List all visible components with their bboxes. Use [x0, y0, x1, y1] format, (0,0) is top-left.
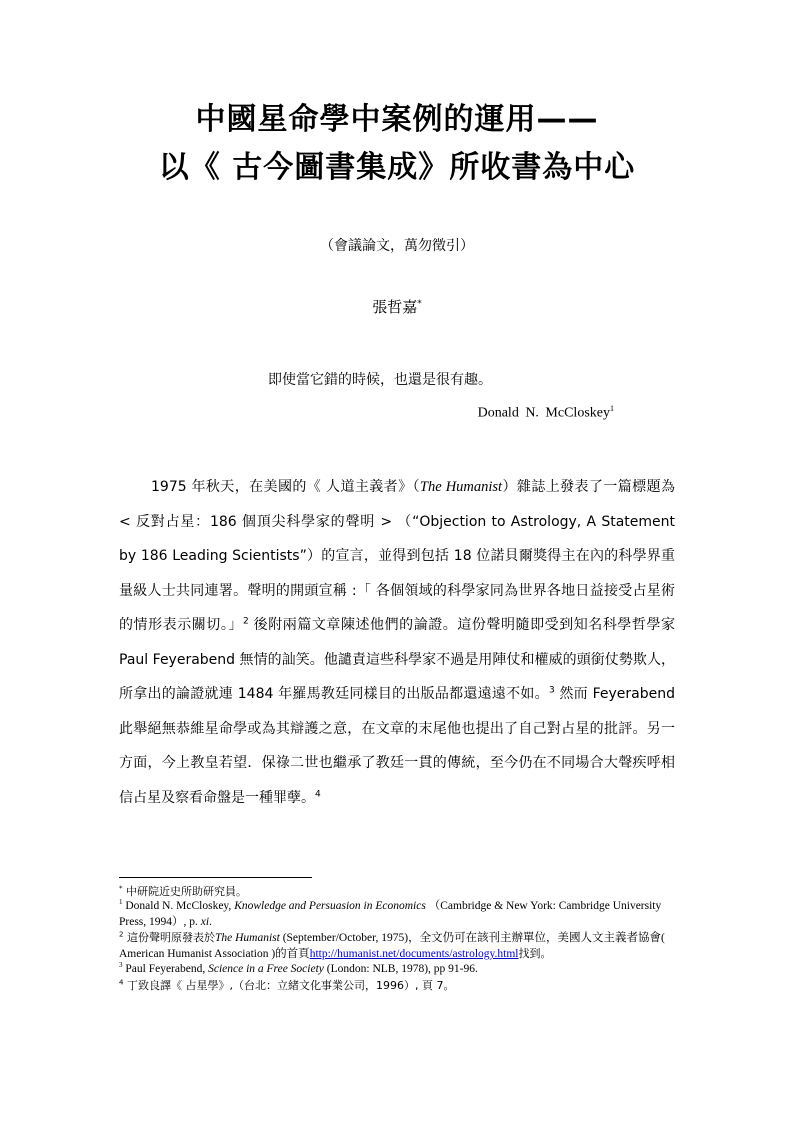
footnote-text: (London: NLB, 1978), pp 91-96. — [323, 963, 478, 976]
footnote-ref-1: 1 — [610, 404, 614, 413]
paper-title-line-1: 中國星命學中案例的運用—— — [195, 102, 599, 137]
footnote-mark: 1 — [119, 898, 123, 907]
footnote-text: 丁致良譯《 占星學》,（台北：立緒文化事業公司，1996）, 頁 7。 — [123, 978, 455, 992]
footnote-ref-2: 2 — [242, 616, 249, 627]
footnotes — [119, 884, 675, 993]
footnote-text: 這份聲明原發表於 — [123, 930, 215, 944]
journal-title: The Humanist — [419, 479, 503, 495]
body-paragraph — [119, 470, 675, 815]
footnote-text: 中研院近史所助研究員。 — [122, 885, 247, 898]
paragraph-text: ）雜誌上發表了一篇標題為 < 反對占星：186 個頂尖科學家的聲明 > （“Objection to Astrology, A Statement by 186 Leading Scientists”）的宣言，並得到包括 18 位諾貝爾獎得主在內的科學界重量級人士共同連署。聲明的開頭宣稱 :「 各個領域的科學家同為世界各地日益接受占星術的情形表示關切。」 — [119, 479, 676, 633]
footnote-text: (September/October, 1975)，全文仍可在該刊主辦單位，美國人文主義者協會( American Humanist Association )的首頁 — [119, 931, 665, 961]
footnote-text: Paul Feyerabend, — [122, 963, 209, 976]
epigraph-author: Donald N. McCloskey — [477, 405, 610, 421]
footnote-3 — [119, 962, 675, 977]
footnote-text: Donald N. McCloskey, — [122, 900, 235, 913]
body-text — [119, 470, 675, 815]
page-ref: xi — [200, 915, 210, 928]
author-footnote-mark: * — [417, 299, 422, 309]
footnote-mark: * — [119, 884, 123, 893]
paper-subtitle: （會議論文，萬勿徵引） — [320, 238, 474, 254]
paragraph-text: 後附兩篇文章陳述他們的論證。這份聲明隨即受到知名科學哲學家 Paul Feyerabend 無情的訕笑。他譴責這些科學家不過是用陣仗和權威的頭銜仗勢欺人，所拿出的論證就連 1484 年羅馬教廷同樣目的出版品都還遠遠不如。 — [119, 617, 676, 702]
paragraph-text: 1975 年秋天，在美國的《 人道主義者》（ — [151, 479, 420, 495]
book-title: Science in a Free Society — [208, 963, 324, 976]
footnote-mark: 3 — [119, 961, 123, 970]
footnote-4 — [119, 978, 675, 993]
source-link[interactable]: http://humanist.net/documents/astrology.html — [309, 948, 519, 961]
footnote-separator — [119, 877, 312, 878]
paragraph-text: 然而 Feyerabend 此舉絕無恭維星命學或為其辯護之意，在文章的末尾他也提出了自己對占星的批評。另一方面，今上教皇若望．保祿二世也繼承了教廷一貫的傳統，至今仍在不同場合大聲疾呼相信占星及察看命盤是一種罪孽。 — [119, 686, 676, 806]
footnote-ref-3: 3 — [548, 685, 555, 696]
journal-title: The Humanist — [214, 931, 280, 944]
author-name: 張哲嘉 — [372, 298, 418, 316]
footnote-text: 找到。 — [518, 947, 552, 961]
footnote-mark: 2 — [119, 930, 124, 939]
epigraph-attribution — [478, 404, 614, 422]
footnote-2 — [119, 930, 675, 963]
book-title: Knowledge and Persuasion in Economics — [234, 900, 426, 913]
footnote-ref-4: 4 — [315, 788, 321, 799]
author-line — [0, 296, 794, 317]
epigraph-quote: 即使當它錯的時候，也還是很有趣。 — [268, 372, 492, 388]
footnote-text: . — [209, 915, 212, 928]
footnote-text: （Cambridge & New York: Cambridge University Press, 1994）, p. — [119, 900, 662, 928]
footnote-1 — [119, 899, 675, 930]
footnote-mark: 4 — [119, 978, 124, 987]
footnote-author — [119, 884, 675, 899]
paper-title-line-2: 以《 古今圖書集成》所收書為中心 — [158, 150, 636, 185]
